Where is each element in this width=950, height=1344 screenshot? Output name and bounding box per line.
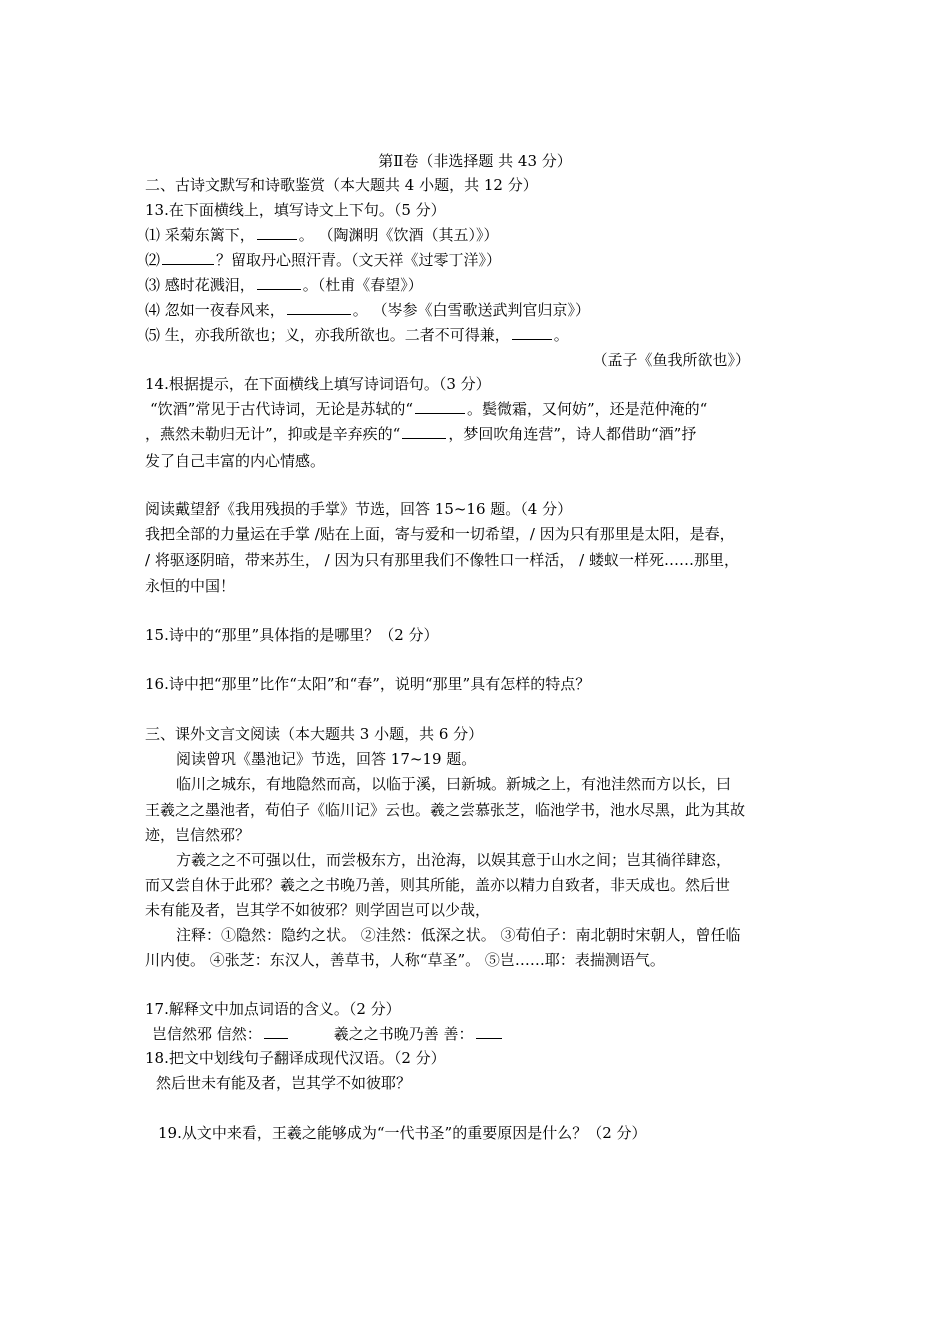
q13-l2-after: ？留取丹心照汗青。（文天祥《过零丁洋》） <box>216 251 502 269</box>
poem-intro: 阅读戴望舒《我用残损的手掌》节选，回答 15~16 题。（4 分） <box>145 500 573 518</box>
passage-p1-line-2: 王羲之之墨池者，荀伯子《临川记》云也。羲之尝慕张芝，临池学书，池水尽黑，此为其故 <box>145 801 746 819</box>
passage-p2-line-3: 未有能及者，岂其学不如彼邪？则学固岂可以少哉， <box>145 901 491 919</box>
q13-line-4 <box>145 299 590 321</box>
answer-blank[interactable] <box>264 1024 288 1039</box>
q13-l1-after: 。 （陶渊明《饮酒（其五）》） <box>298 226 499 244</box>
answer-blank[interactable] <box>415 399 465 414</box>
q14-para-line-1 <box>150 398 707 420</box>
q13-l3-after: 。（杜甫《春望》） <box>302 276 423 294</box>
passage-p1-line-1: 临川之城东，有地隐然而高，以临于溪，曰新城。新城之上，有池洼然而方以长，曰 <box>176 775 732 793</box>
q19: 19.从文中来看，王羲之能够成为“一代书圣”的重要原因是什么？（2 分） <box>158 1124 647 1142</box>
answer-blank[interactable] <box>476 1024 502 1039</box>
q14-p1-before: “饮酒”常见于古代诗词，无论是苏轼的“ <box>150 400 414 418</box>
q13-line-2 <box>145 249 501 271</box>
q14-p1-after: 。鬓微霜，又何妨”，还是范仲淹的“ <box>467 400 708 418</box>
answer-blank[interactable] <box>162 250 214 265</box>
q18-sentence: 然后世未有能及者，岂其学不如彼耶？ <box>156 1074 412 1092</box>
q13-line-5 <box>145 324 569 346</box>
q13-l2-before: ⑵ <box>145 251 161 269</box>
section2-title: 二、古诗文默写和诗歌鉴赏（本大题共 4 小题，共 12 分） <box>145 176 538 194</box>
q13-l4-before: ⑷ 忽如一夜春风来， <box>145 301 285 319</box>
poem-line-2: / 将驱逐阴暗，带来苏生， / 因为只有那里我们不像牲口一样活， / 蝼蚁一样死……那里， <box>145 551 740 569</box>
q13-l5-source: （孟子《鱼我所欲也》） <box>592 351 750 369</box>
q15: 15.诗中的“那里”具体指的是哪里？（2 分） <box>145 626 439 644</box>
q13-l1-before: ⑴ 采菊东篱下， <box>145 226 255 244</box>
q16: 16.诗中把“那里”比作“太阳”和“春”，说明“那里”具有怎样的特点？ <box>145 675 591 693</box>
q13-line-3 <box>145 274 423 296</box>
answer-blank[interactable] <box>402 424 446 439</box>
q14-p2-after: ，梦回吹角连营”，诗人都借助“酒”抒 <box>448 425 697 443</box>
section3-intro: 阅读曾巩《墨池记》节选，回答 17~19 题。 <box>176 750 477 768</box>
q17-b-label: 羲之之书晚乃善 善： <box>333 1025 474 1043</box>
q13-stem: 13.在下面横线上，填写诗文上下句。（5 分） <box>145 201 446 219</box>
passage-p1-line-3: 迹，岂信然邪？ <box>145 826 251 844</box>
q17-stem: 17.解释文中加点词语的含义。（2 分） <box>145 1000 401 1018</box>
q14-p2-before: ，燕然未勒归无计”，抑或是辛弃疾的“ <box>145 425 401 443</box>
answer-blank[interactable] <box>287 300 351 315</box>
q13-line-1 <box>145 224 499 246</box>
notes-line-2: 川内使。 ④张芝：东汉人，善草书，人称“草圣”。 ⑤岂……耶：表揣测语气。 <box>145 951 665 969</box>
answer-blank[interactable] <box>512 325 552 340</box>
answer-blank[interactable] <box>257 275 301 290</box>
q14-para-line-2 <box>145 423 696 445</box>
q13-l3-before: ⑶ 感时花溅泪， <box>145 276 255 294</box>
notes-line-1: 注释：①隐然：隐约之状。 ②洼然：低深之状。 ③荀伯子：南北朝时宋朝人，曾任临 <box>176 926 741 944</box>
q14-para-line-3: 发了自己丰富的内心情感。 <box>145 452 326 470</box>
q17-a-label: 岂信然邪 信然： <box>152 1025 262 1043</box>
passage-p2-line-2: 而又尝自休于此邪？羲之之书晚乃善，则其所能，盖亦以精力自致者，非天成也。然后世 <box>145 876 731 894</box>
section3-title: 三、课外文言文阅读（本大题共 3 小题，共 6 分） <box>145 725 484 743</box>
q13-l5-before: ⑸ 生，亦我所欲也；义，亦我所欲也。二者不可得兼， <box>145 326 510 344</box>
poem-line-1: 我把全部的力量运在手掌 /贴在上面，寄与爱和一切希望，/ 因为只有那里是太阳，是春， <box>145 525 735 543</box>
q17-answers <box>152 1023 504 1045</box>
poem-line-3: 永恒的中国！ <box>145 577 236 595</box>
q14-stem: 14.根据提示，在下面横线上填写诗词语句。（3 分） <box>145 375 491 393</box>
part2-header: 第Ⅱ卷（非选择题 共 43 分） <box>378 152 572 170</box>
passage-p2-line-1: 方羲之之不可强以仕，而尝极东方，出沧海，以娱其意于山水之间；岂其徜徉肆恣， <box>176 851 732 869</box>
q13-l4-after: 。 （岑参《白雪歌送武判官归京》） <box>352 301 591 319</box>
answer-blank[interactable] <box>257 225 297 240</box>
q18-stem: 18.把文中划线句子翻译成现代汉语。（2 分） <box>145 1049 446 1067</box>
q13-l5-after: 。 <box>553 326 569 344</box>
